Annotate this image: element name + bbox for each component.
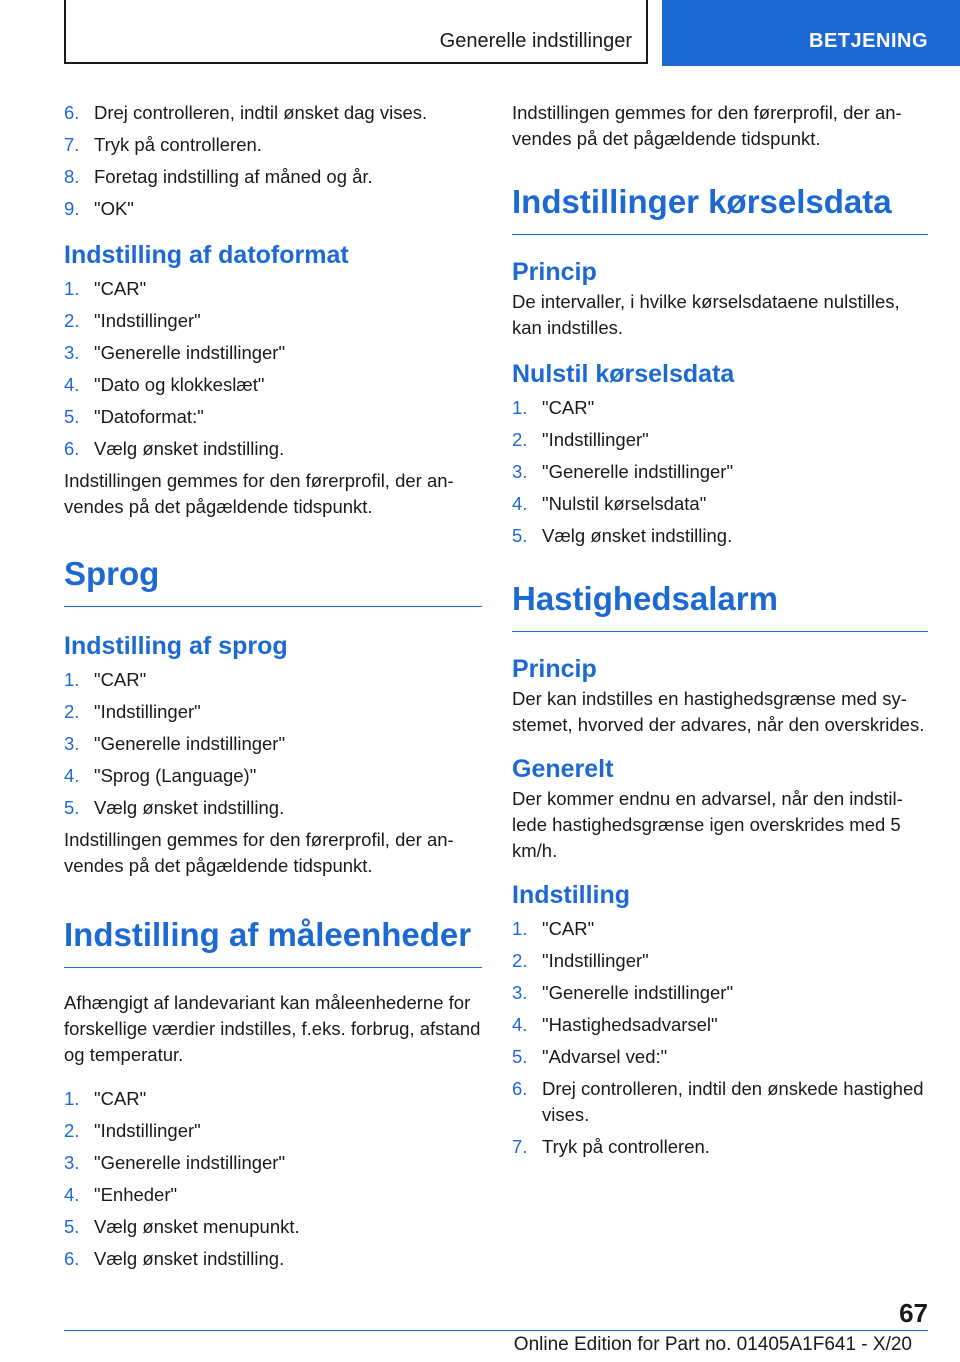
step-number: 7. — [64, 134, 80, 155]
step-text: "Enheder" — [94, 1184, 178, 1205]
step-text: "CAR" — [542, 918, 595, 939]
step-number: 5. — [64, 1216, 80, 1237]
units-intro: Afhængigt af landevariant kan måleenhederne for forskellige værdier indstilles, f.eks. forbrug, afstand og temperatur. — [64, 992, 481, 1065]
step-text: "Generelle indstillinger" — [542, 461, 734, 482]
drive-principle-heading: Princip — [512, 258, 597, 286]
step-text: "CAR" — [94, 278, 147, 299]
intro-steps — [64, 100, 482, 222]
step-number: 2. — [64, 310, 80, 331]
step-item — [64, 100, 482, 126]
drive-principle-text: De intervaller, i hvilke kørselsdataene nulstilles, kan indstilles. — [512, 291, 900, 338]
step-text: "Generelle indstillinger" — [94, 733, 286, 754]
top-note: Indstillingen gemmes for den førerprofil, der anvendes på det pågældende tidspunkt. — [512, 102, 902, 149]
step-number: 3. — [512, 461, 528, 482]
step-number: 5. — [512, 1046, 528, 1067]
step-text: "Indstillinger" — [542, 950, 649, 971]
step-item — [64, 436, 482, 462]
speed-section-heading: Hastighedsalarm — [512, 579, 928, 632]
step-item — [64, 667, 482, 693]
language-section-heading: Sprog — [64, 554, 482, 607]
language-heading: Indstilling af sprog — [64, 632, 288, 660]
step-text: Vælg ønsket indstilling. — [94, 1248, 285, 1269]
step-text: "Nulstil kørselsdata" — [542, 493, 707, 514]
step-item — [64, 1214, 482, 1240]
step-number: 4. — [64, 765, 80, 786]
step-text: Drej controlleren, indtil ønsket dag vises. — [94, 102, 428, 123]
step-text: "Datoformat:" — [94, 406, 204, 427]
step-number: 3. — [64, 1152, 80, 1173]
step-item — [64, 699, 482, 725]
step-number: 6. — [64, 438, 80, 459]
step-number: 5. — [512, 525, 528, 546]
general-text: Der kommer endnu en advarsel, når den indstillede hastighedsgrænse igen overskrides med 5 km/h. — [512, 788, 903, 861]
reset-steps — [512, 395, 928, 549]
step-item — [64, 196, 482, 222]
left-column — [64, 100, 482, 1278]
step-text: "Indstillinger" — [542, 429, 649, 450]
step-item — [512, 523, 928, 549]
step-item — [64, 763, 482, 789]
step-item — [64, 276, 482, 302]
step-item — [512, 491, 928, 517]
footer-rule — [64, 1330, 928, 1331]
step-item — [64, 1246, 482, 1272]
step-text: Vælg ønsket indstilling. — [542, 525, 733, 546]
step-text: "CAR" — [542, 397, 595, 418]
edition-text: Online Edition for Part no. 01405A1F641 - X/20 — [513, 1334, 912, 1355]
step-number: 6. — [64, 102, 80, 123]
setting-steps — [512, 916, 928, 1160]
step-number: 4. — [512, 1014, 528, 1035]
step-number: 1. — [512, 918, 528, 939]
step-number: 4. — [512, 493, 528, 514]
setting-heading: Indstilling — [512, 881, 631, 909]
page-number: 67 — [899, 1298, 928, 1328]
step-item — [64, 1118, 482, 1144]
right-column — [512, 100, 928, 1166]
step-text: Vælg ønsket menupunkt. — [94, 1216, 300, 1237]
step-item — [64, 1150, 482, 1176]
language-steps — [64, 667, 482, 821]
step-item — [512, 1076, 928, 1128]
step-text: "Generelle indstillinger" — [542, 982, 734, 1003]
step-item — [64, 164, 482, 190]
date-format-heading: Indstilling af datoformat — [64, 241, 349, 269]
step-number: 4. — [64, 374, 80, 395]
step-item — [512, 1012, 928, 1038]
step-text: "Generelle indstillinger" — [94, 1152, 286, 1173]
reset-heading: Nulstil kørselsdata — [512, 360, 735, 388]
step-item — [512, 948, 928, 974]
page-header — [0, 0, 960, 66]
step-text: "Sprog (Language)" — [94, 765, 257, 786]
step-text: "OK" — [94, 198, 134, 219]
section-title: Generelle indstillinger — [439, 30, 632, 52]
step-number: 3. — [512, 982, 528, 1003]
step-text: Vælg ønsket indstilling. — [94, 797, 285, 818]
step-number: 9. — [64, 198, 80, 219]
step-number: 5. — [64, 406, 80, 427]
step-item — [512, 916, 928, 942]
step-number: 6. — [64, 1248, 80, 1269]
step-number: 3. — [64, 733, 80, 754]
step-number: 5. — [64, 797, 80, 818]
step-text: Foretag indstilling af måned og år. — [94, 166, 373, 187]
step-item — [512, 427, 928, 453]
step-number: 1. — [64, 1088, 80, 1109]
speed-principle-text: Der kan indstilles en hastighedsgrænse med systemet, hvorved der advares, når den overskrides. — [512, 688, 925, 735]
speed-principle-heading: Princip — [512, 655, 597, 683]
step-number: 2. — [64, 1120, 80, 1141]
step-number: 1. — [512, 397, 528, 418]
step-text: "CAR" — [94, 669, 147, 690]
step-text: "Indstillinger" — [94, 701, 201, 722]
chapter-title: BETJENING — [809, 30, 928, 52]
step-text: "CAR" — [94, 1088, 147, 1109]
step-text: Vælg ønsket indstilling. — [94, 438, 285, 459]
step-number: 2. — [512, 950, 528, 971]
step-text: Drej controlleren, indtil den ønskede hastighed vises. — [542, 1078, 924, 1125]
step-item — [64, 308, 482, 334]
step-item — [64, 404, 482, 430]
step-text: "Indstillinger" — [94, 310, 201, 331]
chapter-tab — [662, 0, 960, 66]
step-number: 1. — [64, 278, 80, 299]
drive-data-section-heading: Indstillinger kørselsdata — [512, 182, 928, 235]
step-text: "Dato og klokkeslæt" — [94, 374, 265, 395]
step-number: 2. — [512, 429, 528, 450]
step-item — [64, 1182, 482, 1208]
step-item — [64, 731, 482, 757]
step-item — [512, 980, 928, 1006]
step-number: 4. — [64, 1184, 80, 1205]
step-text: "Advarsel ved:" — [542, 1046, 668, 1067]
step-number: 6. — [512, 1078, 528, 1099]
step-item — [64, 1086, 482, 1112]
step-number: 3. — [64, 342, 80, 363]
date-format-note: Indstillingen gemmes for den førerprofil, der anvendes på det pågældende tidspunkt. — [64, 470, 454, 517]
step-item — [64, 132, 482, 158]
general-heading: Generelt — [512, 755, 614, 783]
units-steps — [64, 1086, 482, 1272]
language-note: Indstillingen gemmes for den førerprofil, der anvendes på det pågældende tidspunkt. — [64, 829, 454, 876]
step-item — [512, 1134, 928, 1160]
step-text: "Indstillinger" — [94, 1120, 201, 1141]
step-number: 1. — [64, 669, 80, 690]
step-number: 7. — [512, 1136, 528, 1157]
step-item — [64, 372, 482, 398]
step-item — [512, 459, 928, 485]
units-section-heading: Indstilling af måleenheder — [64, 915, 482, 968]
step-text: Tryk på controlleren. — [94, 134, 262, 155]
step-text: "Hastighedsadvarsel" — [542, 1014, 718, 1035]
step-item — [64, 340, 482, 366]
step-text: "Generelle indstillinger" — [94, 342, 286, 363]
step-number: 8. — [64, 166, 80, 187]
step-item — [64, 795, 482, 821]
step-item — [512, 395, 928, 421]
step-number: 2. — [64, 701, 80, 722]
step-text: Tryk på controlleren. — [542, 1136, 710, 1157]
step-item — [512, 1044, 928, 1070]
date-format-steps — [64, 276, 482, 462]
section-tab — [64, 0, 648, 64]
